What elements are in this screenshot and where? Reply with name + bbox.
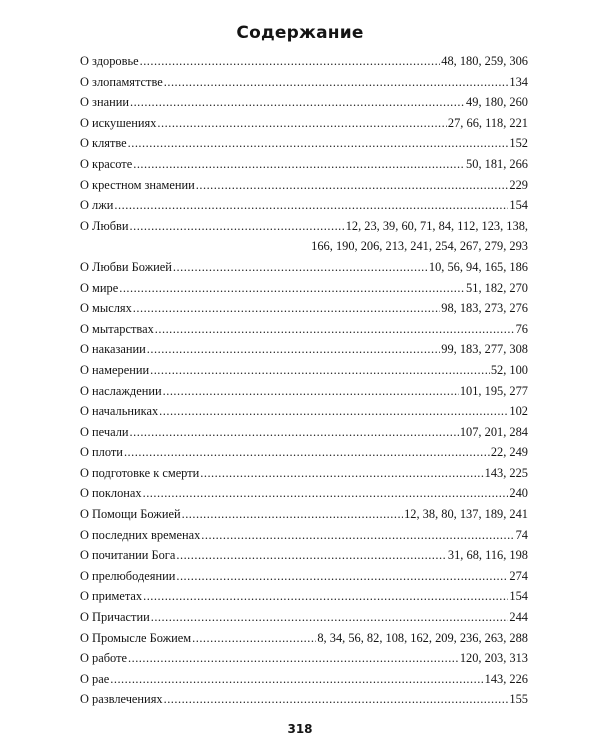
table-of-contents [80,51,528,710]
toc-term: О Любви Божией [80,259,172,274]
toc-entry [80,175,528,196]
toc-pages: 143, 226 [484,671,528,686]
dot-leader [110,669,483,690]
toc-pages: 27, 66, 118, 221 [447,115,528,130]
toc-term: О прелюбодеянии [80,568,176,583]
toc-term: О поклонах [80,486,142,501]
page-number: 318 [287,722,313,736]
toc-term: О плоти [80,445,123,460]
toc-term: О крестном знамении [80,177,195,192]
toc-entry [80,586,528,607]
toc-entry [80,463,528,484]
toc-entry [80,381,528,402]
toc-pages: 101, 195, 277 [459,383,528,398]
toc-pages: 274 [509,568,528,583]
dot-leader [133,154,465,175]
dot-leader [164,72,509,93]
dot-leader [130,216,345,237]
toc-pages-continued: 166, 190, 206, 213, 241, 254, 267, 279, 293 [311,239,528,254]
toc-pages: 52, 100 [490,362,528,377]
dot-leader [128,133,509,154]
toc-entry [80,669,528,690]
toc-term: О приметах [80,589,143,604]
toc-term: О здоровье [80,54,139,68]
toc-entry [80,504,528,525]
toc-entry [80,154,528,175]
page-title: Содержание [236,23,364,44]
toc-pages: 102 [509,404,528,419]
dot-leader [200,463,483,484]
toc-entry [80,648,528,669]
toc-entry [80,607,528,628]
toc-entry [80,689,528,710]
toc-entry [80,360,528,381]
toc-term: О намерении [80,362,150,377]
toc-entry [80,51,528,72]
toc-term: О Причастии [80,610,150,625]
toc-term: О почитании Бога [80,548,176,563]
toc-pages: 152 [509,136,528,151]
toc-term: О начальниках [80,404,159,419]
toc-term: О последних временах [80,527,201,542]
toc-pages: 48, 180, 259, 306 [441,54,528,68]
dot-leader [182,504,404,525]
dot-leader [119,278,465,299]
toc-term: О мире [80,280,119,295]
toc-pages: 155 [509,692,528,707]
dot-leader [157,113,446,134]
toc-pages: 8, 34, 56, 82, 108, 162, 209, 236, 263, 288 [317,630,528,645]
toc-entry [80,195,528,216]
toc-pages: 51, 182, 270 [466,280,528,295]
toc-term: О красоте [80,156,133,171]
toc-pages: 22, 249 [490,445,528,460]
toc-pages: 134 [509,74,528,89]
dot-leader [114,195,508,216]
toc-pages: 76 [515,321,528,336]
toc-pages: 10, 56, 94, 165, 186 [428,259,528,274]
toc-pages: 98, 183, 273, 276 [441,301,528,316]
toc-pages: 12, 23, 39, 60, 71, 84, 112, 123, 138, [345,218,528,233]
toc-pages: 229 [509,177,528,192]
dot-leader [133,298,440,319]
dot-leader [130,422,459,443]
dot-leader [124,442,490,463]
toc-pages: 154 [509,589,528,604]
dot-leader [159,401,508,422]
dot-leader [143,483,509,504]
toc-term: О печали [80,424,129,439]
toc-pages: 31, 68, 116, 198 [447,548,528,563]
dot-leader [155,319,515,340]
toc-entry [80,92,528,113]
toc-pages: 99, 183, 277, 308 [441,342,528,357]
dot-leader [176,566,508,587]
toc-term: О развлечениях [80,692,163,707]
dot-leader [201,525,514,546]
toc-term: О работе [80,651,127,666]
toc-pages: 74 [515,527,528,542]
toc-pages: 12, 38, 80, 137, 189, 241 [404,507,528,522]
dot-leader [150,360,490,381]
toc-term: О наслаждении [80,383,162,398]
toc-pages: 120, 203, 313 [459,651,528,666]
dot-leader [128,648,459,669]
toc-entry [80,339,528,360]
toc-entry [80,545,528,566]
toc-entry [80,216,528,257]
toc-term: О клятве [80,136,127,151]
toc-term: О Помощи Божией [80,507,181,522]
toc-entry [80,298,528,319]
toc-term: О знании [80,95,129,110]
toc-term: О мыслях [80,301,132,316]
toc-entry [80,483,528,504]
dot-leader [143,586,508,607]
dot-leader [173,257,428,278]
dot-leader [196,175,509,196]
toc-entry [80,257,528,278]
toc-term: О рае [80,671,110,686]
toc-pages: 244 [509,610,528,625]
toc-entry [80,133,528,154]
toc-entry [80,628,528,649]
toc-entry [80,72,528,93]
dot-leader [130,92,465,113]
toc-pages: 107, 201, 284 [459,424,528,439]
dot-leader [147,339,440,360]
toc-term: О искушениях [80,115,157,130]
toc-pages: 154 [509,198,528,213]
toc-entry [80,278,528,299]
toc-term: О Любви [80,218,129,233]
toc-entry [80,525,528,546]
dot-leader [192,628,316,649]
toc-entry [80,566,528,587]
dot-leader [151,607,509,628]
toc-term: О Промысле Божием [80,630,192,645]
toc-entry [80,319,528,340]
toc-term: О лжи [80,198,114,213]
toc-pages: 50, 181, 266 [466,156,528,171]
dot-leader [176,545,447,566]
toc-entry [80,401,528,422]
toc-term: О мытарствах [80,321,154,336]
dot-leader [163,381,459,402]
toc-pages: 49, 180, 260 [466,95,528,110]
toc-term: О наказании [80,342,146,357]
dot-leader [140,51,441,72]
toc-term: О подготовке к смерти [80,465,200,480]
toc-term: О злопамятстве [80,74,163,89]
toc-entry [80,113,528,134]
toc-entry [80,422,528,443]
dot-leader [164,689,509,710]
toc-entry [80,442,528,463]
toc-pages: 143, 225 [484,465,528,480]
toc-pages: 240 [509,486,528,501]
